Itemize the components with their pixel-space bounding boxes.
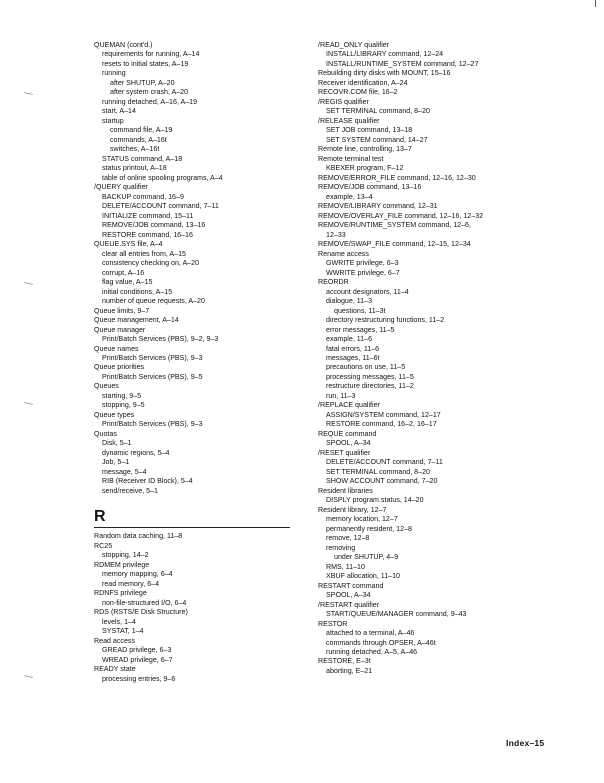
index-entry: RC25 [94,541,113,550]
margin-tick-mark [24,402,33,405]
index-subentry: INITIALIZE command, 15–11 [102,211,194,220]
index-subentry: SYSTAT, 1–4 [102,627,144,636]
page-number: Index–15 [506,738,545,748]
index-subentry: processing entries, 9–6 [102,674,176,683]
margin-tick-mark [24,92,33,95]
index-subentry: Disk, 5–1 [102,439,132,448]
index-subentry: INSTALL/RUNTIME_SYSTEM command, 12–27 [326,59,479,68]
index-entry: QUEUE.SYS file, A–4 [94,240,163,249]
index-entry: /READ_ONLY qualifier [318,41,390,49]
index-subentry: RESTORE command, 16–16 [102,230,193,239]
index-subentry: read memory, 6–4 [102,579,160,588]
index-subentry: SPOOL, A–34 [326,591,371,600]
index-subentry: switches, A–16t [110,145,160,154]
index-entry: RDS (RSTS/E Disk Structure) [94,608,188,617]
index-subentry: SET JOB command, 13–18 [326,126,413,135]
index-subentry: Job, 5–1 [102,458,130,467]
index-subentry: removing [326,543,356,552]
index-subentry: under SHUTUP, 4–9 [334,553,399,562]
index-subentry: WREAD privilege, 6–7 [102,655,173,664]
index-entry: RDMEM privilege [94,560,150,569]
index-subentry: SPOOL, A–34 [326,439,371,448]
index-entry: Receiver identification, A–24 [318,78,408,87]
index-subentry: INSTALL/LIBRARY command, 12–24 [326,50,444,59]
index-entry: REMOVE/OVERLAY_FILE command, 12–16, 12–32 [318,211,484,220]
index-subentry: dialogue, 11–3 [326,297,373,306]
index-subentry: DELETE/ACCOUNT command, 7–11 [326,458,443,467]
index-entry: RESTOR [318,619,348,628]
index-entry-list [94,41,290,496]
index-subentry: REMOVE/JOB command, 13–16 [102,221,206,230]
index-subentry: DISPLY program status, 14–20 [326,496,424,505]
index-subentry: error messages, 11–5 [326,325,395,334]
index-entry: REMOVE/RUNTIME_SYSTEM command, 12–6, [318,221,471,230]
index-entry: /RESTART qualifier [318,600,380,609]
index-entry: Quotas [94,429,117,438]
index-subentry: clear all entries from, A–15 [102,249,186,258]
index-entry: Resident library, 12–7 [318,505,387,514]
index-entry: Queue priorities [94,363,145,372]
index-subentry: GREAD privilege, 6–3 [102,646,172,655]
index-entry: QUEMAN (cont'd.) [94,41,153,49]
index-entry: Rename access [318,249,369,258]
index-subentry: example, 13–4 [326,192,373,201]
index-entry: RESTART command [318,581,384,590]
index-subentry: consistency checking on, A–20 [102,259,200,268]
index-subentry: SET SYSTEM command, 14–27 [326,135,428,144]
index-subentry: running detached, A–16, A–19 [102,97,198,106]
index-subentry: account designators, 11–4 [326,287,409,296]
index-subentry: SHOW ACCOUNT command, 7–20 [326,477,438,486]
index-subentry: Print/Batch Services (PBS), 9–3 [102,353,203,362]
index-subentry: Print/Batch Services (PBS), 9–5 [102,372,203,381]
index-entry: REMOVE/SWAP_FILE command, 12–15, 12–34 [318,240,471,249]
index-subentry: WWRITE privilege, 6–7 [326,268,400,277]
index-subentry: running detached, A–5, A–46 [326,648,418,656]
index-subentry: after SHUTUP, A–20 [110,78,175,87]
section-r-header [94,509,290,528]
index-subentry: starting, 9–5 [102,391,142,400]
index-subentry: ASSIGN/SYSTEM command, 12–17 [326,410,441,419]
index-entry: Queue limits, 9–7 [94,306,150,315]
index-entry: Read access [94,636,136,645]
index-subentry: memory location, 12–7 [326,515,398,524]
index-subentry: remove, 12–8 [326,534,370,543]
index-subentry: example, 11–6 [326,335,373,344]
index-subentry: flag value, A–15 [102,278,153,287]
index-entry: REMOVE/LIBRARY command, 12–31 [318,202,438,211]
right-index-column [318,41,588,676]
index-subentry: after system crash, A–20 [110,88,189,97]
index-subentry: commands through OPSER, A–46t [326,638,436,647]
index-entry: RESTORE, E–3t [318,657,371,666]
index-entry: /REPLACE qualifier [318,401,380,410]
index-subentry: restructure directories, 11–2 [326,382,414,391]
index-subentry: memory mapping, 6–4 [102,570,173,579]
index-entry: RECOVR.COM file, 16–2 [318,88,398,97]
section-divider [94,527,290,528]
index-entry: Remote terminal test [318,154,384,163]
index-subentry: send/receive, 5–1 [102,486,158,495]
index-subentry: 12–33 [326,230,346,239]
section-r-entry-list [94,532,290,684]
index-subentry: permanently resident, 12–8 [326,524,412,533]
index-entry: /RESET qualifier [318,448,371,457]
index-subentry: start, A–14 [102,107,136,116]
index-entry: Queue manager [94,325,146,334]
index-entry: Remote line, controlling, 13–7 [318,145,412,154]
index-entry: /RELEASE qualifier [318,116,380,125]
index-subentry: BACKUP command, 16–9 [102,192,184,201]
index-subentry: SET TERMINAL command, 8–20 [326,107,430,116]
index-entry: Queue types [94,410,135,419]
index-subentry: levels, 1–4 [102,617,136,626]
left-index-column [94,41,290,684]
index-entry: RDNFS privilege [94,589,147,598]
index-subentry: RIB (Receiver ID Block), 5–4 [102,477,193,486]
index-entry: Queue management, A–14 [94,316,179,325]
index-subentry: run, 11–3 [326,391,356,400]
index-subentry: command file, A–19 [110,126,173,135]
index-subentry: non-file-structured I/O, 6–4 [102,598,187,607]
index-subentry: attached to a terminal, A–46 [326,629,415,638]
index-entry: /QUERY qualifier [94,183,148,192]
scan-edge-mark [595,0,596,7]
index-entry: Queues [94,382,119,391]
index-subentry: Print/Batch Services (PBS), 9–2, 9–3 [102,335,219,344]
index-subentry: commands, A–16t [110,135,167,144]
index-subentry: processing messages, 11–5 [326,372,414,381]
index-entry: REORDR [318,278,349,287]
index-subentry: Print/Batch Services (PBS), 9–3 [102,420,203,429]
index-entry: REMOVE/JOB command, 13–16 [318,183,422,192]
index-subentry: RESTORE command, 16–2, 16–17 [326,420,437,429]
index-entry: /REGIS qualifier [318,97,369,106]
index-subentry: START/QUEUE/MANAGER command, 9–43 [326,610,467,619]
index-entry-list [318,41,588,676]
index-subentry: fatal errors, 11–6 [326,344,380,353]
index-entry: Random data caching, 11–8 [94,532,183,541]
margin-tick-mark [24,675,33,678]
index-entry: REQUE command [318,429,377,438]
index-entry: READY state [94,665,136,674]
index-subentry: corrupt, A–16 [102,268,145,277]
index-subentry: questions, 11–3t [334,306,386,315]
index-subentry: table of online spooling programs, A–4 [102,173,223,182]
index-entry: Queue names [94,344,139,353]
index-subentry: KBEXER program, F–12 [326,164,404,173]
index-subentry: aborting, E–21 [326,666,373,675]
section-letter: R [94,508,106,526]
index-entry: Rebuilding dirty disks with MOUNT, 15–16 [318,69,451,78]
index-subentry: STATUS command, A–18 [102,154,183,163]
index-subentry: precautions on use, 11–5 [326,363,406,372]
margin-tick-mark [24,282,33,285]
index-entry: Resident libraries [318,486,373,495]
index-subentry: directory restructuring functions, 11–2 [326,316,445,325]
index-subentry: SET TERMINAL command, 8–20 [326,467,430,476]
index-subentry: DELETE/ACCOUNT command, 7–11 [102,202,219,211]
index-subentry: GWRITE privilege, 6–3 [326,259,399,268]
index-subentry: stopping, 9–5 [102,401,145,410]
index-subentry: number of queue requests, A–20 [102,297,205,306]
index-subentry: status printout, A–18 [102,164,167,173]
index-subentry: initial conditions, A–15 [102,287,173,296]
index-entry: REMOVE/ERROR_FILE command, 12–16, 12–30 [318,173,476,182]
index-subentry: messages, 11–6t [326,353,380,362]
index-subentry: resets to initial states, A–19 [102,59,189,68]
index-subentry: dynamic regions, 5–4 [102,448,170,457]
index-subentry: RMS, 11–10 [326,562,365,571]
index-subentry: stopping, 14–2 [102,551,149,560]
index-subentry: startup [102,116,124,125]
index-subentry: requirements for running, A–14 [102,50,200,59]
index-subentry: running [102,69,126,78]
index-subentry: message, 5–4 [102,467,147,476]
index-subentry: XBUF allocation, 11–10 [326,572,401,581]
